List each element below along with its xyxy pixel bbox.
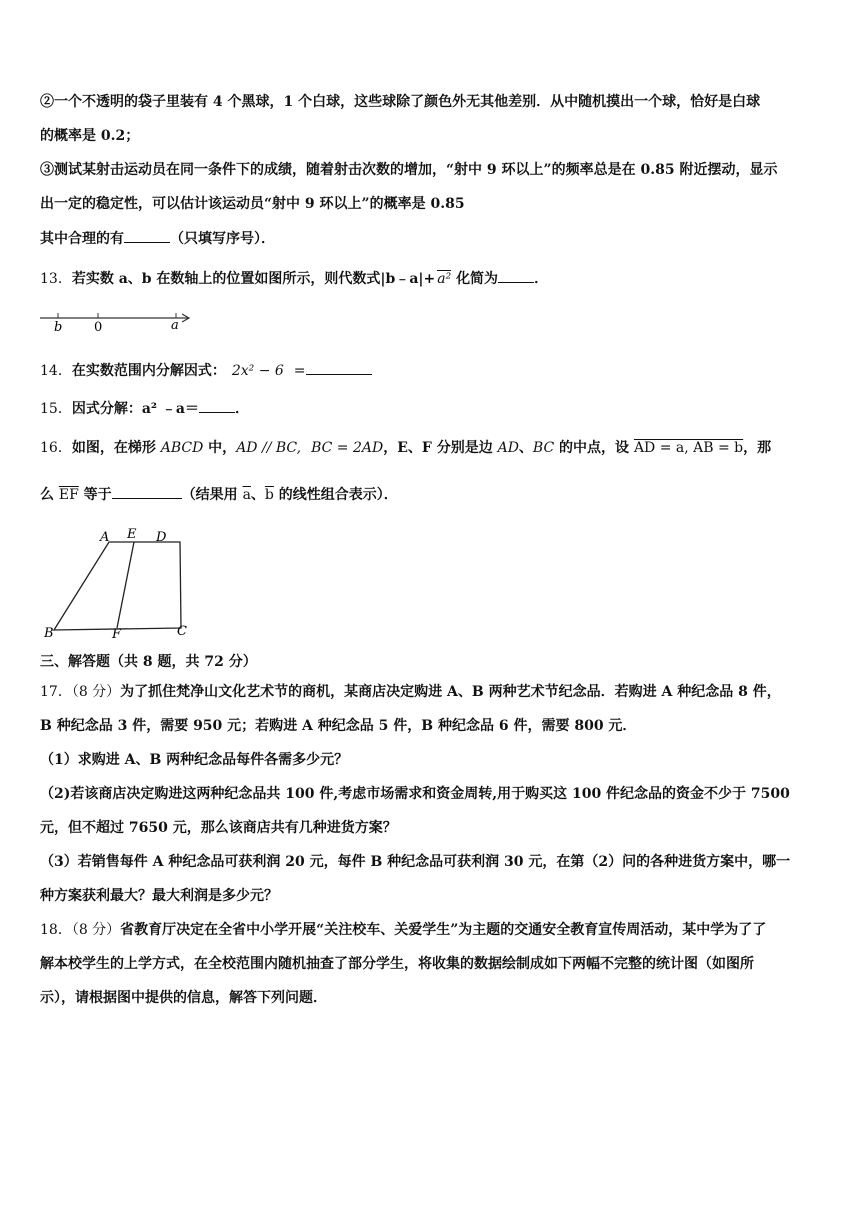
vector-definition: AD = a, AB = b bbox=[633, 440, 744, 456]
question-18-line3: 示），请根据图中提供的信息，解答下列问题． bbox=[40, 990, 327, 1006]
label-zero: 0 bbox=[94, 320, 103, 334]
answer-blank-16[interactable] bbox=[112, 484, 182, 499]
label-a: a bbox=[171, 318, 179, 333]
point-f: F bbox=[112, 627, 122, 642]
math-expression: 2x² − 6 bbox=[231, 363, 284, 379]
question-17-part2-line2: 元，但不超过 7650 元，那么该商店共有几种进货方案？ bbox=[40, 820, 397, 836]
question-16-line1: 16．如图，在梯形 ABCD 中，AD // BC, BC = 2AD，E、F 分别是边 AD、BC 的中点，设 AD = a, AB = b，那 bbox=[40, 440, 772, 456]
vertex-c: C bbox=[177, 624, 187, 639]
segment-ef bbox=[117, 542, 134, 628]
question-13: 13．若实数 a、b 在数轴上的位置如图所示，则代数式|b﹣a|+ a² 化简为 ． bbox=[40, 268, 548, 289]
point-e: E bbox=[127, 527, 137, 542]
sqrt-expression: a² bbox=[437, 271, 452, 287]
trapezoid-figure bbox=[40, 524, 200, 642]
question-18-line2: 解本校学生的上学方式，在全校范围内随机抽查了部分学生，将收集的数据绘制成如下两幅不完整的统计图（如图所 bbox=[40, 956, 754, 972]
question-17-part3-line2: 种方案获利最大？最大利润是多少元？ bbox=[40, 888, 278, 904]
question-17-part1: （1）求购进 A、B 两种纪念品每件各需多少元？ bbox=[40, 752, 349, 768]
trapezoid-abcd bbox=[54, 542, 181, 630]
question-17-line1: 17．（8 分）为了抓住梵净山文化艺术节的商机，某商店决定购进 A、B 两种艺术节纪念品．若购进 A 种纪念品 8 件， bbox=[40, 684, 781, 700]
question-15: 15．因式分解：a² ﹣a＝ ． bbox=[40, 398, 249, 419]
vertex-d: D bbox=[156, 530, 167, 545]
statement-2-line2: 的概率是 0.2； bbox=[40, 128, 140, 144]
statement-3-line1: ③测试某射击运动员在同一条件下的成绩，随着射击次数的增加，“射中 9 环以上”的频率总是在 0.85 附近摆动，显示 bbox=[40, 162, 778, 178]
question-17-part2-line1: （2)若该商店决定购进这两种纪念品共 100 件,考虑市场需求和资金周转,用于购买这 100 件纪念品的资金不少于 7500 bbox=[40, 786, 790, 802]
answer-blank-15[interactable] bbox=[199, 398, 235, 413]
statement-2-line1: ②一个不透明的袋子里装有 4 个黑球，1 个白球，这些球除了颜色外无其他差别．从中随机摸出一个球，恰好是白球 bbox=[40, 94, 761, 110]
answer-blank-14[interactable] bbox=[306, 360, 372, 375]
question-16-line2: 么 $\overline{EF}$ 等于 （结果用 $\overline{a}$、$\overline{b}$ 的线性组合表示）． bbox=[40, 484, 398, 505]
number-line-figure bbox=[38, 304, 198, 334]
answer-blank-12[interactable] bbox=[124, 228, 170, 243]
question-17-line2: B 种纪念品 3 件，需要 950 元；若购进 A 种纪念品 5 件，B 种纪念品 6 件，需要 800 元． bbox=[40, 718, 637, 734]
vector-ef: $\overline{EF}$ bbox=[58, 487, 79, 503]
vertex-b: B bbox=[44, 626, 54, 641]
statement-conclusion: 其中合理的有 （只填写序号）． bbox=[40, 228, 275, 249]
vertex-a: A bbox=[100, 530, 110, 545]
section-heading: 三、解答题（共 8 题，共 72 分） bbox=[40, 654, 257, 670]
statement-3-line2: 出一定的稳定性，可以估计该运动员“射中 9 环以上”的概率是 0.85 bbox=[40, 196, 465, 212]
answer-blank-13[interactable] bbox=[498, 268, 534, 283]
question-17-part3-line1: （3）若销售每件 A 种纪念品可获利润 20 元，每件 B 种纪念品可获利润 30 元，在第（2）问的各种进货方案中，哪一 bbox=[40, 854, 791, 870]
question-18-line1: 18．（8 分）省教育厅决定在全省中小学开展“关注校车、关爱学生”为主题的交通安全教育宣传周活动，某中学为了了 bbox=[40, 922, 767, 938]
question-14: 14．在实数范围内分解因式： 2x² − 6 = bbox=[40, 360, 372, 381]
label-b: b bbox=[54, 320, 63, 334]
